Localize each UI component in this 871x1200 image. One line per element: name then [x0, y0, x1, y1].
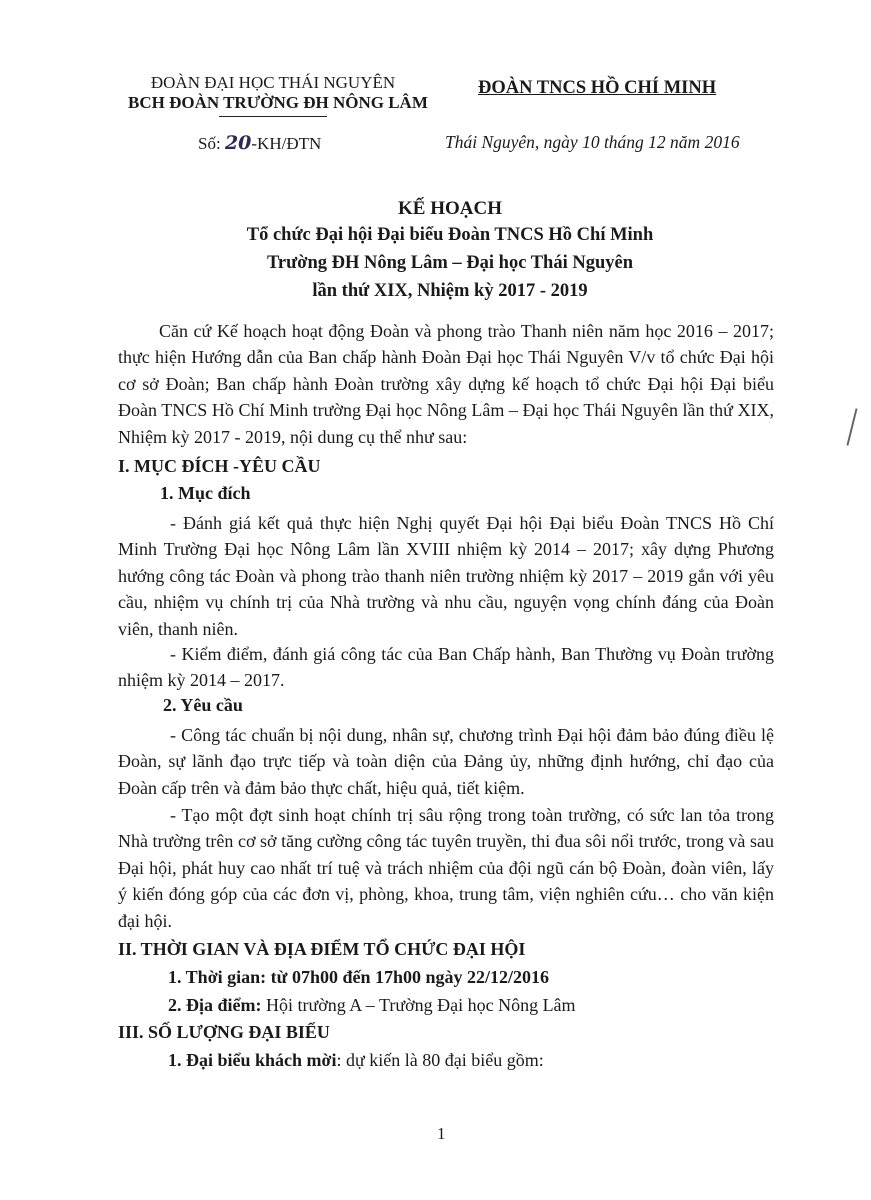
- section-1-para-4: - Tạo một đợt sinh hoạt chính trị sâu rộng trong toàn trường, có sức lan tỏa trong Nhà trường trên cơ sở tăng cường công tác tuyên truyền, thi đua sôi nổi trước, trong và sau Đại hội, phát huy cao nhất trí tuệ và trách nhiệm của đội ngũ cán bộ Đoàn, đoàn viên, lấy ý kiến đóng góp của các đơn vị, phòng, khoa, trung tâm, viện nghiên cứu… cho văn kiện đại hội.: [118, 805, 774, 931]
- section-1-sub-1: 1. Mục đích: [160, 483, 251, 503]
- org-parent: ĐOÀN ĐẠI HỌC THÁI NGUYÊN: [150, 73, 396, 92]
- section-2-place: [168, 995, 576, 1016]
- doc-subtitle-2: Trường ĐH Nông Lâm – Đại học Thái Nguyên: [266, 253, 634, 273]
- section-1-para-3: - Công tác chuẩn bị nội dung, nhân sự, chương trình Đại hội đảm bảo đúng điều lệ Đoàn, sự lãnh đạo trực tiếp và toàn diện của Đảng ủy, những định hướng, chỉ đạo của Đoàn cấp trên và đảm bảo thực chất, hiệu quả, tiết kiệm.: [118, 725, 774, 798]
- number-handwritten: 20: [224, 132, 252, 154]
- place-date: Thái Nguyên, ngày 10 tháng 12 năm 2016: [445, 132, 740, 152]
- section-3-guest-value: : dự kiến là 80 đại biểu gồm:: [336, 1050, 544, 1070]
- org-underline: [219, 116, 327, 117]
- doc-title: KẾ HOẠCH: [398, 198, 502, 219]
- intro-paragraph: Căn cứ Kế hoạch hoạt động Đoàn và phong trào Thanh niên năm học 2016 – 2017; thực hiện Hướng dẫn của Ban chấp hành Đoàn Đại học Thái Nguyên V/v tổ chức Đại hội cơ sở Đoàn; Ban chấp hành Đoàn trường xây dựng kế hoạch tổ chức Đại hội Đại biểu Đoàn TNCS Hồ Chí Minh trường Đại học Nông Lâm – Đại học Thái Nguyên lần thứ XIX, Nhiệm kỳ 2017 - 2019, nội dung cụ thể như sau:: [118, 321, 774, 447]
- section-3-guests: [168, 1050, 544, 1071]
- number-prefix: Số:: [198, 134, 225, 153]
- scan-margin-mark: [846, 408, 857, 445]
- section-1-sub-2: 2. Yêu cầu: [163, 695, 243, 715]
- section-2-place-label: 2. Địa điểm:: [168, 995, 262, 1015]
- section-1-para-1: - Đánh giá kết quả thực hiện Nghị quyết Đại hội Đại biểu Đoàn TNCS Hồ Chí Minh Trường Đại học Nông Lâm lần XVIII nhiệm kỳ 2014 – 2017; xây dựng Phương hướng công tác Đoàn và phong trào thanh niên trường nhiệm kỳ 2017 – 2019 gắn với yêu cầu, nhiệm vụ chính trị của Nhà trường và nhu cầu, nguyện vọng chính đáng của Đoàn viên, thanh niên.: [118, 513, 774, 639]
- section-2-place-value: Hội trường A – Trường Đại học Nông Lâm: [261, 995, 576, 1015]
- section-3-guest-label: 1. Đại biểu khách mời: [168, 1050, 337, 1070]
- section-2-heading: II. THỜI GIAN VÀ ĐỊA ĐIỂM TỔ CHỨC ĐẠI HỘI: [118, 939, 526, 959]
- doc-subtitle-1: Tổ chức Đại hội Đại biểu Đoàn TNCS Hồ Chí Minh: [246, 225, 654, 245]
- section-2-time: 1. Thời gian: từ 07h00 đến 17h00 ngày 22/12/2016: [168, 967, 550, 987]
- section-1-para-2: - Kiểm điểm, đánh giá công tác của Ban Chấp hành, Ban Thường vụ Đoàn trường nhiệm kỳ 2014 – 2017.: [118, 644, 774, 691]
- section-3-heading: III. SỐ LƯỢNG ĐẠI BIỂU: [118, 1022, 330, 1042]
- union-title: ĐOÀN TNCS HỒ CHÍ MINH: [478, 78, 717, 98]
- number-suffix: -KH/ĐTN: [251, 134, 322, 153]
- org-name: BCH ĐOÀN TRƯỜNG ĐH NÔNG LÂM: [128, 93, 428, 112]
- doc-subtitle-3: lần thứ XIX, Nhiệm kỳ 2017 - 2019: [312, 281, 588, 301]
- section-1-heading: I. MỤC ĐÍCH -YÊU CẦU: [118, 456, 321, 476]
- page-number: 1: [437, 1124, 446, 1143]
- document-number: [198, 132, 321, 154]
